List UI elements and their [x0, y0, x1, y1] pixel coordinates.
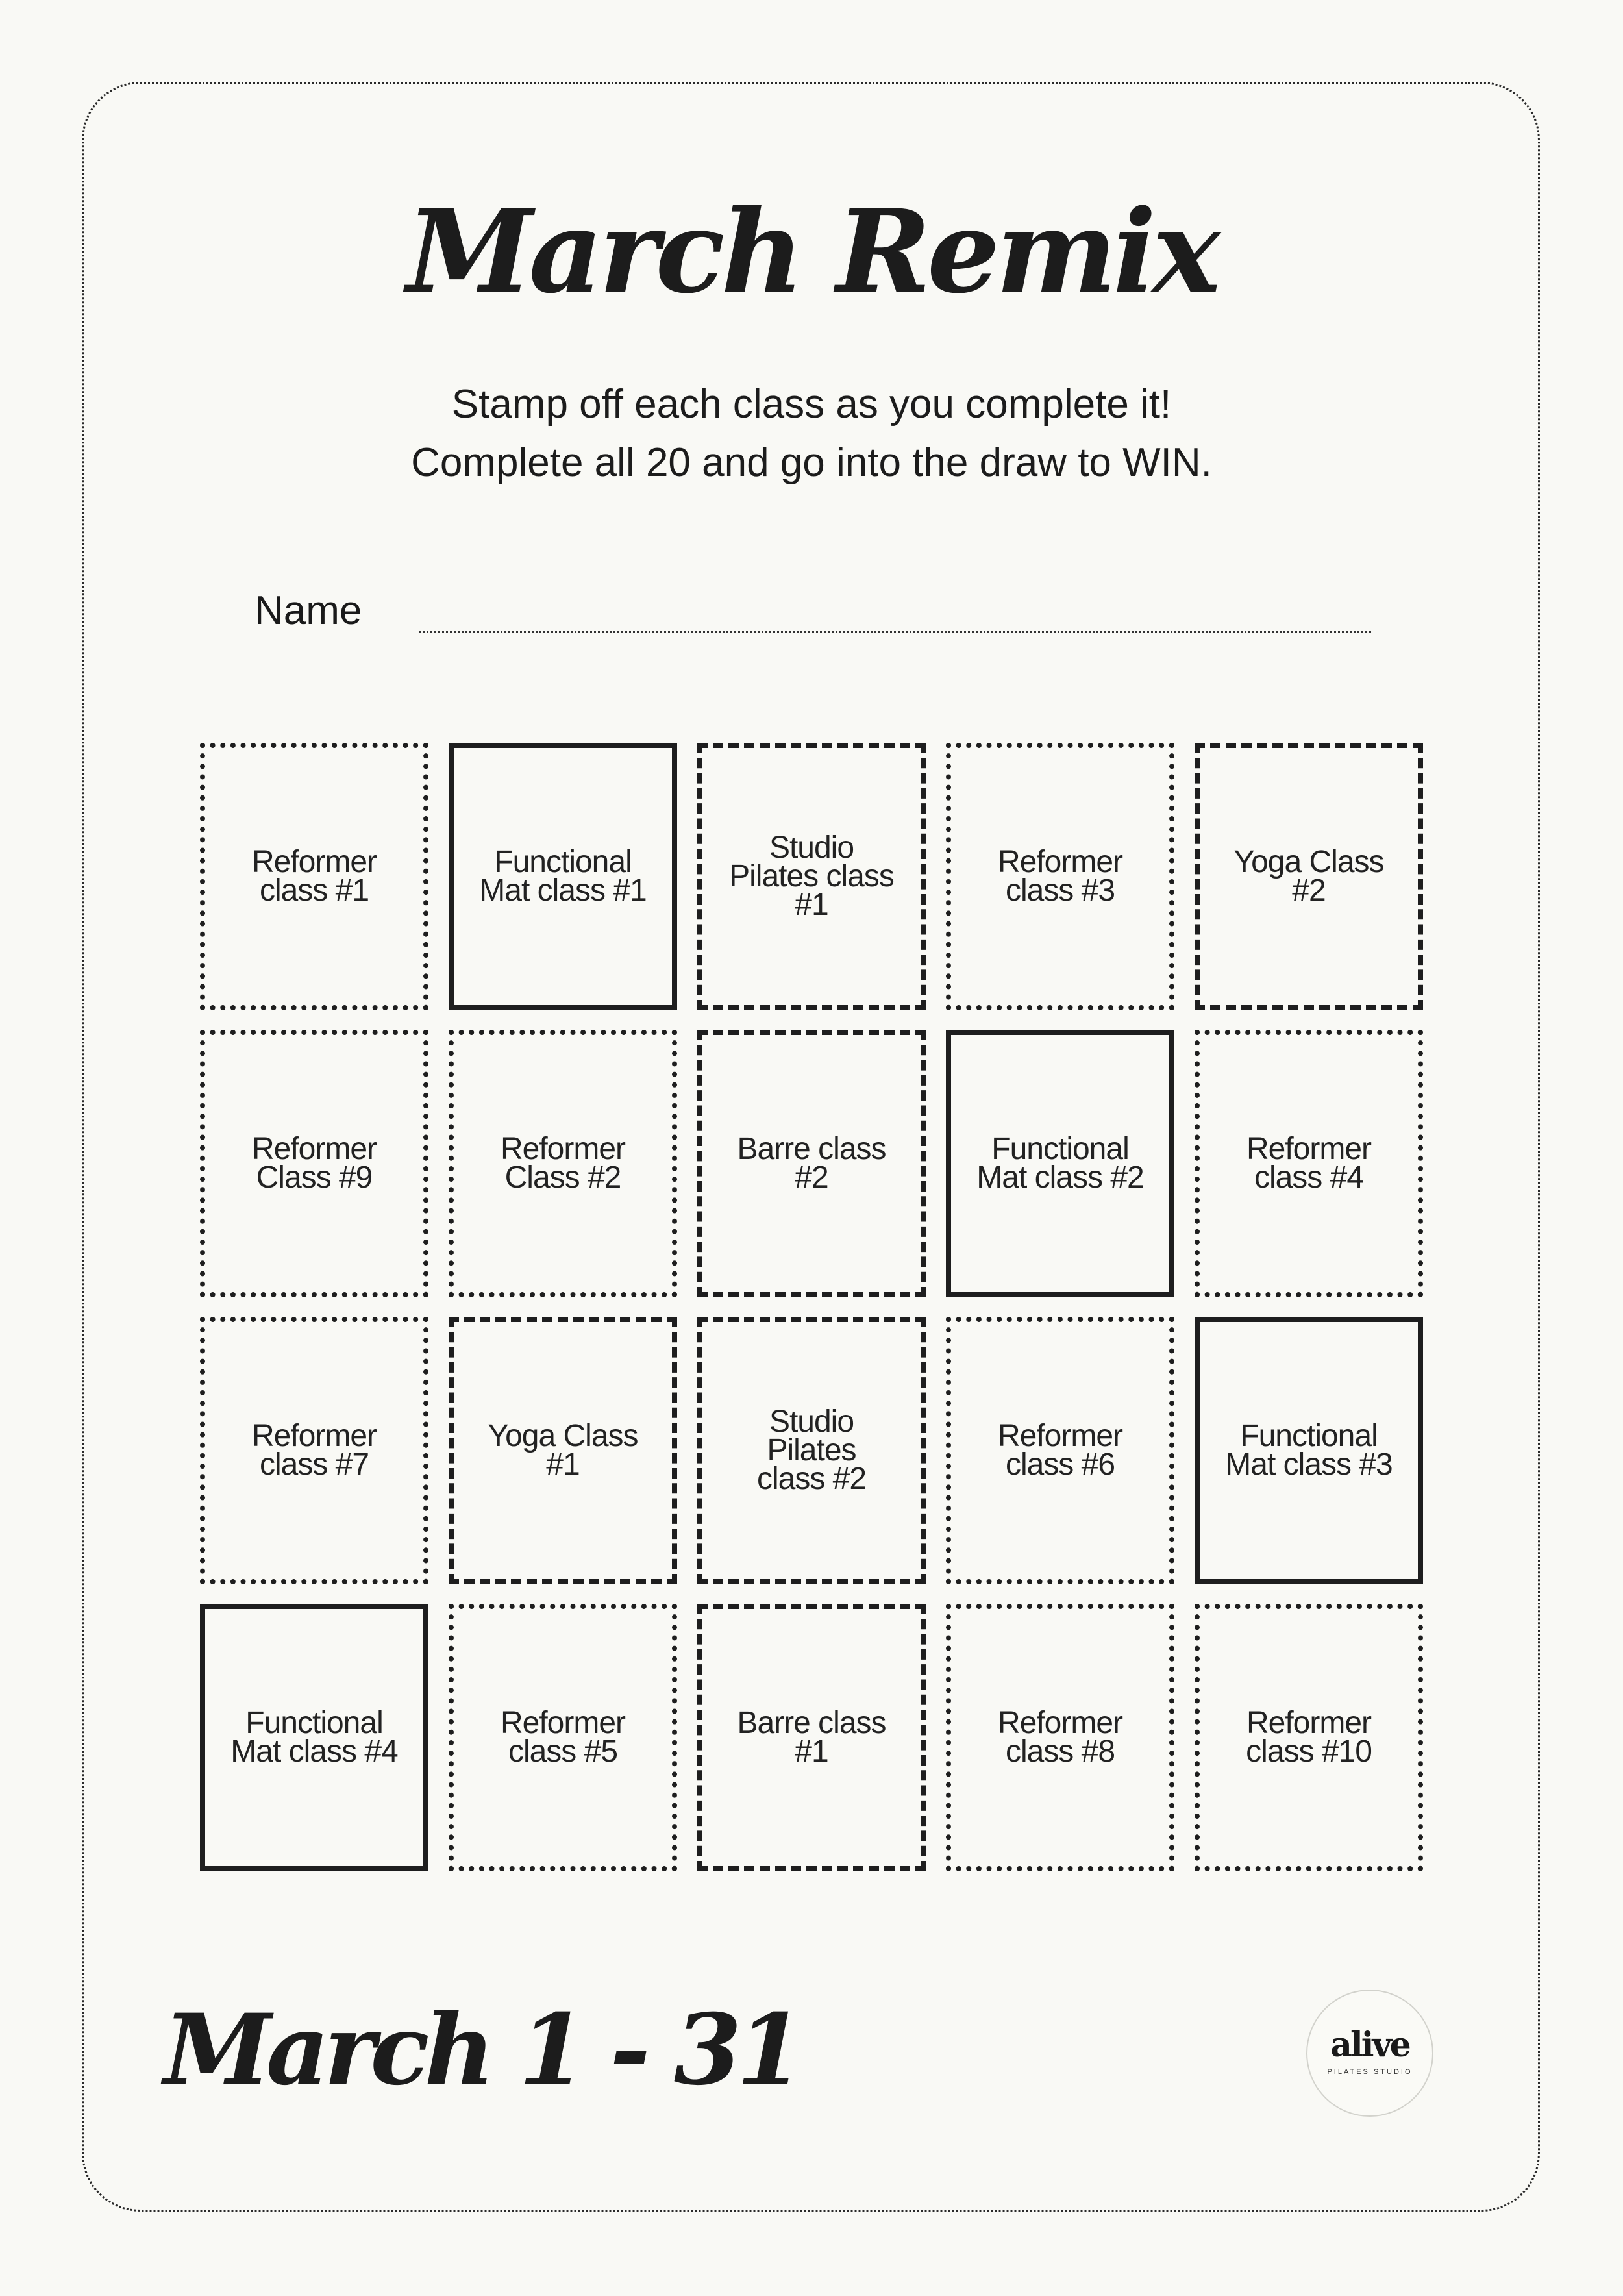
stamp-box[interactable] — [200, 743, 428, 1010]
stamp-box-label: Reformer class #6 — [997, 1418, 1123, 1482]
stamp-box[interactable] — [697, 1604, 926, 1871]
stamp-box-label: Functional Mat class #2 — [976, 1131, 1144, 1195]
stamp-box[interactable] — [200, 1030, 428, 1297]
stamp-box[interactable] — [697, 743, 926, 1010]
stamp-box[interactable] — [449, 743, 677, 1010]
instruction-line-2: Complete all 20 and go into the draw to WIN. — [411, 440, 1212, 485]
stamp-box[interactable] — [449, 1604, 677, 1871]
name-label: Name — [254, 588, 362, 633]
stamp-box[interactable] — [946, 743, 1174, 1010]
stamp-box-label: Functional Mat class #4 — [230, 1705, 398, 1769]
stamp-box-label: Studio Pilates class #2 — [756, 1404, 867, 1497]
studio-logo — [1306, 1990, 1433, 2117]
stamp-box-label: Reformer class #8 — [997, 1705, 1123, 1769]
stamp-box-label: Functional Mat class #3 — [1225, 1418, 1393, 1482]
name-field[interactable] — [419, 631, 1371, 633]
stamp-box[interactable] — [1195, 743, 1423, 1010]
stamp-box[interactable] — [1195, 1030, 1423, 1297]
stamp-box[interactable] — [449, 1030, 677, 1297]
stamp-box[interactable] — [946, 1317, 1174, 1584]
stamp-box[interactable] — [1195, 1604, 1423, 1871]
stamp-box-label: Studio Pilates class #1 — [729, 830, 894, 923]
stamp-box-label: Reformer class #10 — [1246, 1705, 1372, 1769]
stamp-box-label: Reformer Class #9 — [251, 1131, 377, 1195]
stamp-box[interactable] — [1195, 1317, 1423, 1584]
stamp-box-label: Reformer class #1 — [251, 844, 377, 908]
stamp-box-label: Reformer class #7 — [251, 1418, 377, 1482]
stamp-box[interactable] — [697, 1317, 926, 1584]
stamp-box-label: Functional Mat class #1 — [479, 844, 647, 908]
stamp-box[interactable] — [449, 1317, 677, 1584]
stamp-box-label: Barre class #2 — [737, 1131, 886, 1195]
stamp-box[interactable] — [697, 1030, 926, 1297]
stamp-box-label: Yoga Class #1 — [488, 1418, 638, 1482]
date-range: March 1 - 31 — [164, 1993, 799, 2107]
stamp-grid — [200, 743, 1423, 1871]
stamp-box-label: Barre class #1 — [737, 1705, 886, 1769]
logo-subtext: PILATES STUDIO — [1327, 2068, 1413, 2076]
logo-wordmark: alive — [1330, 2025, 1409, 2065]
stamp-box[interactable] — [200, 1317, 428, 1584]
page-title: March Remix — [406, 184, 1217, 319]
stamp-box[interactable] — [200, 1604, 428, 1871]
stamp-box-label: Yoga Class #2 — [1233, 844, 1384, 908]
stamp-box-label: Reformer Class #2 — [500, 1131, 626, 1195]
stamp-box-label: Reformer class #3 — [997, 844, 1123, 908]
stamp-box[interactable] — [946, 1604, 1174, 1871]
stamp-box-label: Reformer class #4 — [1246, 1131, 1372, 1195]
instruction-line-1: Stamp off each class as you complete it! — [451, 382, 1172, 427]
stamp-box-label: Reformer class #5 — [500, 1705, 626, 1769]
stamp-box[interactable] — [946, 1030, 1174, 1297]
